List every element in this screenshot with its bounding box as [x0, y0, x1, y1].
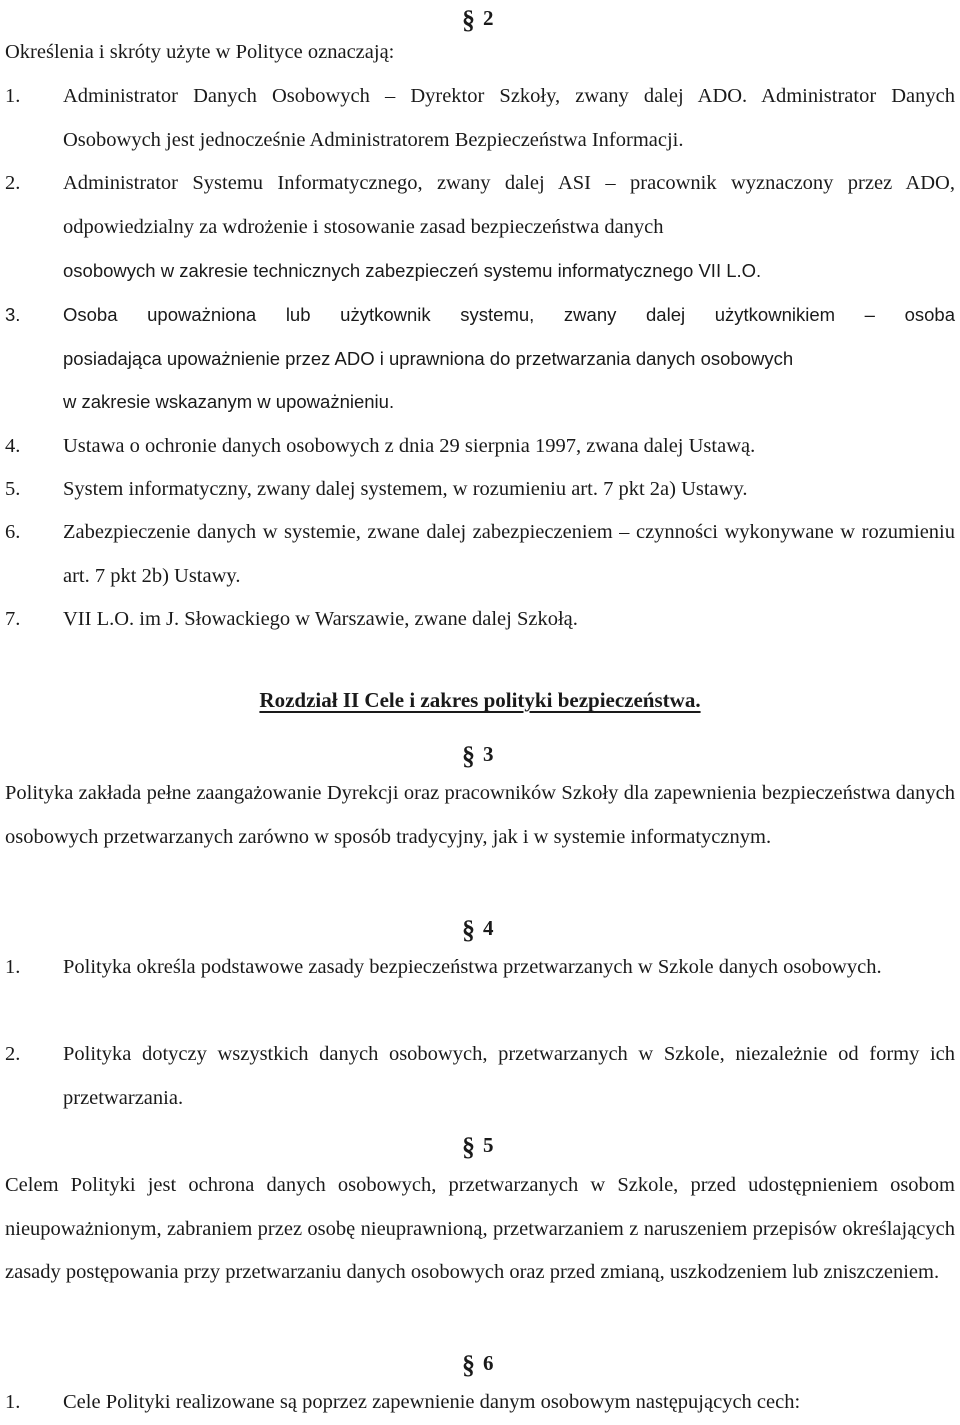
- section-number: 6: [483, 1351, 494, 1375]
- item-number: 3.: [5, 304, 21, 325]
- item-text: Ustawa o ochronie danych osobowych z dnia 29 sierpnia 1997, zwana dalej Ustawą.: [63, 435, 756, 457]
- item-text: Zabezpieczenie danych w systemie, zwane dalej zabezpieczeniem – czynności wykonywane w rozumieniu art. 7 pkt 2b) Ustawy.: [63, 521, 955, 587]
- item-number: 2.: [5, 172, 21, 194]
- item-text: Administrator Systemu Informatycznego, zwany dalej ASI – pracownik wyznaczony przez ADO, odpowiedzialny za wdrożenie i stosowanie zasad bezpieczeństwa danych: [63, 172, 955, 238]
- item-number: 1.: [5, 1391, 21, 1413]
- item-text: Administrator Danych Osobowych – Dyrektor Szkoły, zwany dalej ADO. Administrator Danych Osobowych jest jednocześnie Administratorem Bezpieczeństwa Informacji.: [63, 85, 955, 151]
- definition-item-5: [5, 468, 955, 512]
- item-text-continued: osobowych w zakresie technicznych zabezpieczeń systemu informatycznego VII L.O.: [63, 260, 762, 281]
- section-number: 3: [483, 742, 494, 766]
- item-text: Cele Polityki realizowane są poprzez zapewnienie danym osobowym następujących cech:: [63, 1391, 801, 1413]
- section-number: 2: [483, 6, 494, 30]
- section-3-text: Polityka zakłada pełne zaangażowanie Dyrekcji oraz pracowników Szkoły dla zapewnienia bezpieczeństwa danych osobowych przetwarzanych zarówno w sposób tradycyjny, jak i w systemie informatycznym.: [5, 782, 955, 848]
- section-number: 5: [483, 1133, 494, 1157]
- item-number: 5.: [5, 478, 21, 500]
- item-number: 4.: [5, 435, 21, 457]
- section-symbol: §: [462, 1350, 475, 1379]
- definition-item-6: [5, 511, 955, 598]
- definition-item-2: [5, 162, 955, 293]
- section-heading-6: [462, 1349, 494, 1379]
- section-symbol: §: [462, 741, 475, 770]
- item-number: 2.: [5, 1043, 21, 1065]
- section-symbol: §: [462, 915, 475, 944]
- section-symbol: §: [462, 5, 475, 34]
- definition-item-7: [5, 598, 955, 642]
- item-text: Osoba upoważniona lub użytkownik systemu, zwany dalej użytkownikiem – osoba: [63, 304, 955, 325]
- definition-item-4: [5, 425, 955, 469]
- definitions-intro: Określenia i skróty użyte w Polityce oznaczają:: [5, 41, 395, 63]
- definition-item-1: [5, 75, 955, 162]
- section-6-item-1: [5, 1381, 955, 1425]
- section-4-item-2: [5, 1033, 955, 1120]
- section-4-item-1: [5, 946, 955, 990]
- definition-item-3: [5, 293, 955, 424]
- chapter-title: Rozdział II Cele i zakres polityki bezpieczeństwa.: [259, 688, 701, 712]
- section-number: 4: [483, 916, 494, 940]
- item-number: 6.: [5, 521, 21, 543]
- section-heading-5: [462, 1131, 494, 1161]
- item-number: 1.: [5, 956, 21, 978]
- section-heading-4: [462, 914, 494, 944]
- item-number: 7.: [5, 608, 21, 630]
- section-heading-3: [462, 740, 494, 770]
- section-5-text: Celem Polityki jest ochrona danych osobowych, przetwarzanych w Szkole, przed udostępnieniem osobom nieupoważnionym, zabraniem przez osobę nieuprawnioną, przetwarzaniem z naruszeniem przepisów określających zasady postępowania przy przetwarzaniu danych osobowych oraz przed zmianą, uszkodzeniem lub zniszczeniem.: [5, 1174, 955, 1283]
- section-symbol: §: [462, 1132, 475, 1161]
- item-text-continued-2: w zakresie wskazanym w upoważnieniu.: [63, 391, 395, 412]
- section-heading-2: [462, 4, 494, 34]
- item-text: Polityka określa podstawowe zasady bezpieczeństwa przetwarzanych w Szkole danych osobowych.: [63, 956, 882, 978]
- item-number: 1.: [5, 85, 21, 107]
- item-text-continued: posiadająca upoważnienie przez ADO i uprawniona do przetwarzania danych osobowych: [63, 347, 794, 369]
- item-text: VII L.O. im J. Słowackiego w Warszawie, zwane dalej Szkołą.: [63, 608, 578, 630]
- item-text: System informatyczny, zwany dalej systemem, w rozumieniu art. 7 pkt 2a) Ustawy.: [63, 478, 748, 500]
- item-text: Polityka dotyczy wszystkich danych osobowych, przetwarzanych w Szkole, niezależnie od formy ich przetwarzania.: [63, 1043, 955, 1109]
